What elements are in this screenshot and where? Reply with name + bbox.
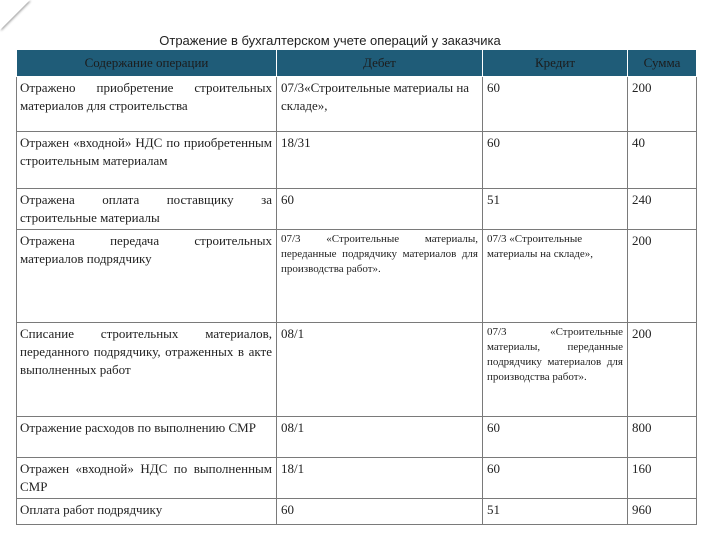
row-amount: 200 (628, 77, 697, 132)
row-content: Отражена оплата поставщику за строительные материалы (17, 189, 277, 230)
row-content: Оплата работ подрядчику (17, 499, 277, 525)
table-row (17, 189, 697, 230)
table-row (17, 417, 697, 458)
row-content: Отражена передача строительных материалов подрядчику (17, 230, 277, 323)
row-amount: 200 (628, 323, 697, 417)
row-credit: 60 (483, 458, 628, 499)
page-corner-fold (0, 0, 30, 30)
row-debit: 07/3«Строительные материалы на складе», (277, 77, 483, 132)
row-credit: 60 (483, 132, 628, 189)
row-credit: 60 (483, 77, 628, 132)
header-credit: Кредит (483, 50, 628, 77)
row-content: Отражено приобретение строительных материалов для строительства (17, 77, 277, 132)
row-amount: 200 (628, 230, 697, 323)
row-debit: 08/1 (277, 323, 483, 417)
row-amount: 40 (628, 132, 697, 189)
table-row (17, 132, 697, 189)
row-amount: 240 (628, 189, 697, 230)
row-content: Отражен «входной» НДС по выполненным СМР (17, 458, 277, 499)
header-amount: Сумма (628, 50, 697, 77)
row-credit: 07/3 «Строительные материалы, переданные подрядчику материалов для производства работ». (483, 323, 628, 417)
row-debit: 08/1 (277, 417, 483, 458)
table-row (17, 458, 697, 499)
row-debit: 60 (277, 189, 483, 230)
page-title: Отражение в бухгалтерском учете операций у заказчика (159, 33, 501, 48)
row-debit: 07/3 «Строительные материалы, переданные подрядчику материалов для производства работ». (277, 230, 483, 323)
table-header-row (17, 50, 697, 77)
row-amount: 960 (628, 499, 697, 525)
table-row (17, 77, 697, 132)
row-debit: 18/31 (277, 132, 483, 189)
row-amount: 800 (628, 417, 697, 458)
table-row (17, 230, 697, 323)
table-row (17, 323, 697, 417)
header-content: Содержание операции (17, 50, 277, 77)
row-credit: 07/3 «Строительные материалы на складе», (483, 230, 628, 323)
row-amount: 160 (628, 458, 697, 499)
header-debit: Дебет (277, 50, 483, 77)
row-credit: 51 (483, 499, 628, 525)
row-content: Отражение расходов по выполнению СМР (17, 417, 277, 458)
row-debit: 60 (277, 499, 483, 525)
row-credit: 51 (483, 189, 628, 230)
row-credit: 60 (483, 417, 628, 458)
operations-table (16, 49, 697, 525)
row-content: Отражен «входной» НДС по приобретенным строительным материалам (17, 132, 277, 189)
table-row (17, 499, 697, 525)
row-content: Списание строительных материалов, переданного подрядчику, отраженных в акте выполненных работ (17, 323, 277, 417)
row-debit: 18/1 (277, 458, 483, 499)
